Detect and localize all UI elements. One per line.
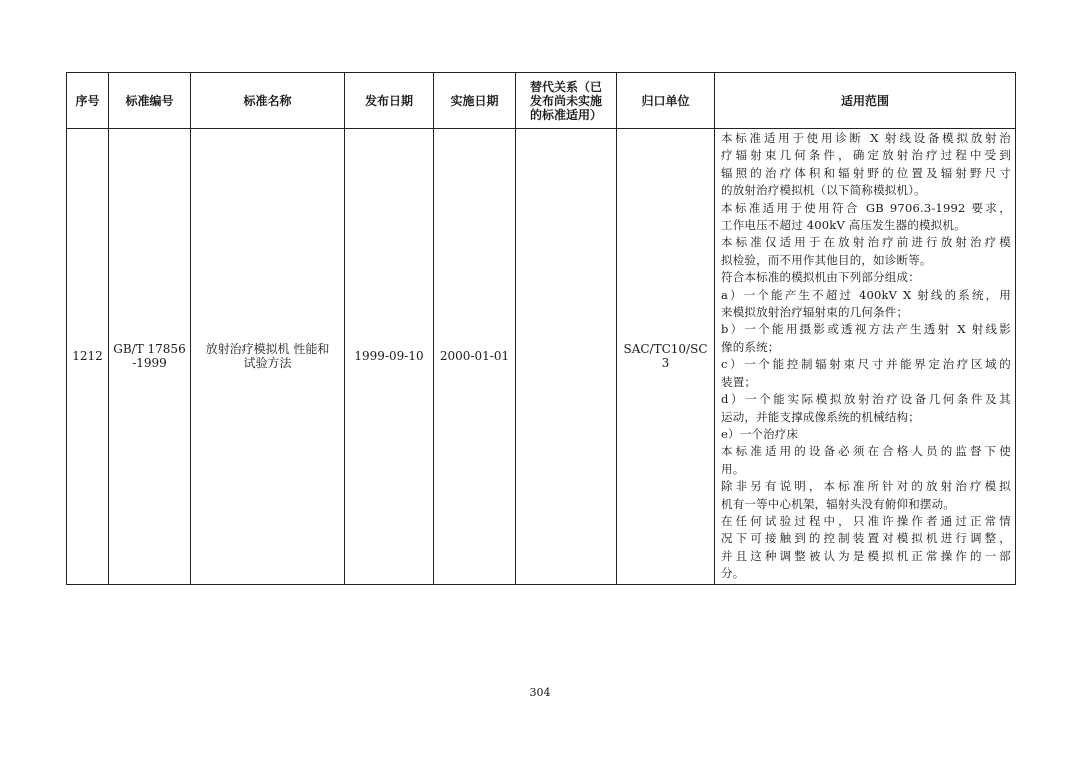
scope-line: 的放射治疗模拟机（以下简称模拟机）。 [721, 183, 926, 198]
scope-line: 况下可接触到的控制装置对模拟机进行调整， [721, 531, 1011, 546]
header-scope: 适用范围 [715, 73, 1016, 129]
table-header-row [67, 73, 1016, 129]
header-seq: 序号 [67, 73, 109, 129]
page-number: 304 [529, 686, 551, 699]
cell-replacement [516, 129, 617, 585]
scope-line: 在任何试验过程中，只准许操作者通过正常情 [721, 513, 1011, 528]
department-line2: 3 [661, 356, 670, 371]
standard-name-line2: 试验方法 [243, 356, 292, 371]
scope-line: 拟检验，而不用作其他目的，如诊断等。 [721, 252, 932, 267]
header-department: 归口单位 [617, 73, 715, 129]
scope-line: 本标准适用于使用诊断 X 射线设备模拟放射治 [721, 131, 1011, 145]
scope-line: 除非另有说明，本标准所针对的放射治疗模拟 [721, 479, 1011, 494]
scope-line: 并且这种调整被认为是模拟机正常操作的一部 [721, 548, 1011, 563]
scope-line: e）一个治疗床 [721, 426, 799, 441]
cell-department [617, 129, 715, 585]
scope-line: 工作电压不超过 400kV 高压发生器的模拟机。 [721, 218, 966, 233]
scope-line: 像的系统； [721, 339, 780, 354]
cell-publish-date: 1999-09-10 [345, 129, 434, 585]
scope-line: 运动，并能支撑成像系统的机械结构； [721, 409, 920, 424]
scope-line: 疗辐射束几何条件，确定放射治疗过程中受到 [721, 148, 1011, 163]
scope-line: 本标准仅适用于在放射治疗前进行放射治疗模 [721, 235, 1011, 250]
scope-line: d）一个能实际模拟放射治疗设备几何条件及其 [721, 392, 1011, 407]
department-line1: SAC/TC10/SC [623, 342, 708, 357]
cell-effective-date: 2000-01-01 [434, 129, 516, 585]
cell-scope [715, 129, 1016, 585]
scope-line: 机有一等中心机架，辐射头没有俯仰和摆动。 [721, 496, 955, 511]
scope-line: 用。 [721, 461, 745, 476]
scope-line: 装置； [721, 374, 757, 389]
scope-line: a）一个能产生不超过 400kV X 射线的系统，用 [721, 287, 1011, 302]
cell-standard-name [191, 129, 345, 585]
standard-number-line2: -1999 [132, 356, 167, 371]
header-publish-date: 发布日期 [345, 73, 434, 129]
standard-number-line1: GB/T 17856 [113, 342, 186, 357]
scope-line: c）一个能控制辐射束尺寸并能界定治疗区域的 [721, 357, 1011, 372]
scope-line: 本标准适用的设备必须在合格人员的监督下使 [721, 444, 1011, 459]
header-effective-date: 实施日期 [434, 73, 516, 129]
scope-line: 来模拟放射治疗辐射束的几何条件； [721, 305, 909, 320]
scope-line: 分。 [721, 566, 745, 581]
header-standard-name: 标准名称 [191, 73, 345, 129]
header-replacement [516, 73, 617, 129]
scope-line: 符合本标准的模拟机由下列部分组成： [721, 270, 920, 285]
cell-seq: 1212 [67, 129, 109, 585]
scope-line: b）一个能用摄影或透视方法产生透射 X 射线影 [721, 322, 1011, 337]
standard-name-line1: 放射治疗模拟机 性能和 [205, 342, 330, 357]
header-replacement-line2: 发布尚未实施 [529, 93, 602, 108]
table-row [67, 129, 1016, 585]
scope-line: 辐照的治疗体积和辐射野的位置及辐射野尺寸 [721, 165, 1011, 180]
cell-standard-number [109, 129, 191, 585]
standards-table [66, 72, 1016, 585]
header-replacement-line3: 的标准适用） [529, 107, 602, 122]
header-standard-number: 标准编号 [109, 73, 191, 129]
scope-line: 本标准适用于使用符合 GB 9706.3-1992 要求， [721, 200, 1011, 215]
header-replacement-line1: 替代关系（已 [529, 79, 602, 94]
